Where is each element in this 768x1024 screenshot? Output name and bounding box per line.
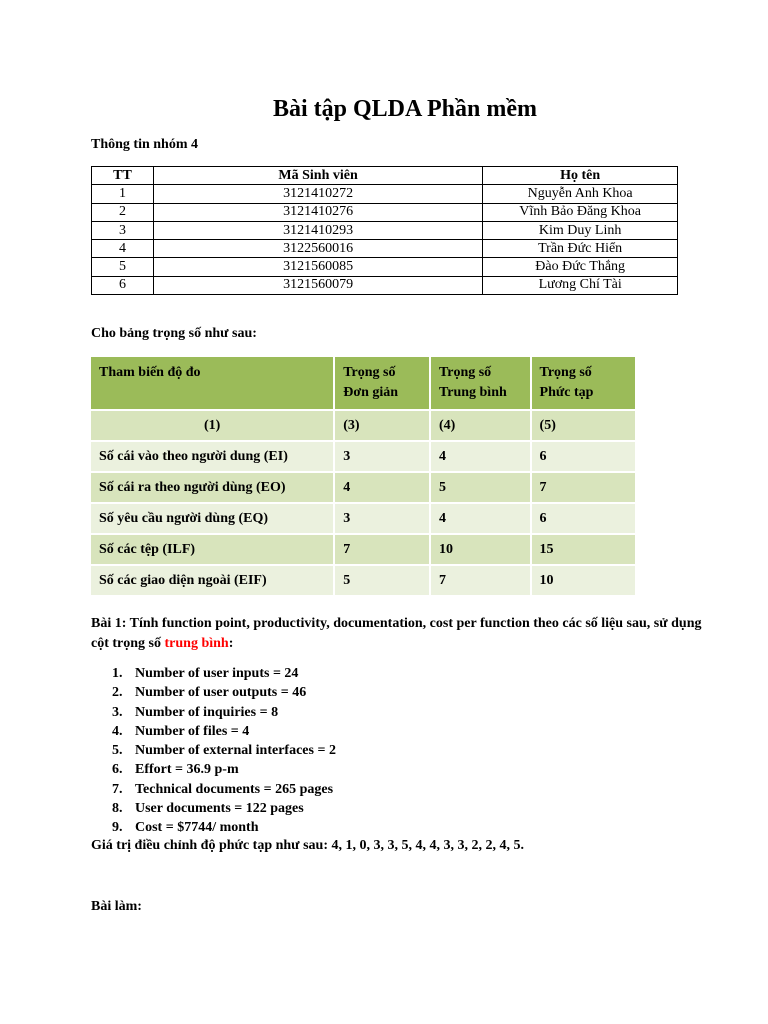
cell-average: 7 <box>431 566 530 595</box>
problem-text: Bài 1: Tính function point, productivity, documentation, cost per function theo các số liệu sau, sử dụng cột trọng số <box>91 616 702 651</box>
cell-simple: 3 <box>335 442 429 471</box>
cell-tt: 2 <box>92 203 154 221</box>
cell-full-name: Trần Đức Hiển <box>483 240 678 258</box>
list-item <box>91 722 336 741</box>
cell-student-id: 3121410272 <box>153 185 482 203</box>
list-item <box>91 664 336 683</box>
cell-complex: (5) <box>532 411 635 440</box>
list-text: Number of files = 4 <box>135 723 250 739</box>
list-number: 3. <box>112 704 123 720</box>
cell-full-name: Đào Đức Thắng <box>483 258 678 276</box>
table-row <box>92 185 678 203</box>
cell-simple: 5 <box>335 566 429 595</box>
cell-complex: 10 <box>532 566 635 595</box>
cell-average: 4 <box>431 442 530 471</box>
table-row <box>92 203 678 221</box>
header-complex <box>532 357 635 409</box>
cell-complex: 15 <box>532 535 635 564</box>
cell-tt: 1 <box>92 185 154 203</box>
weights-header-row <box>91 357 635 409</box>
cell-full-name: Vĩnh Bảo Đăng Khoa <box>483 203 678 221</box>
list-item <box>91 799 336 818</box>
list-number: 5. <box>112 743 123 759</box>
list-number: 9. <box>112 820 123 836</box>
cell-average: (4) <box>431 411 530 440</box>
list-number: 2. <box>112 685 123 701</box>
cell-tt: 4 <box>92 240 154 258</box>
table-row <box>91 442 635 471</box>
cell-student-id: 3121410276 <box>153 203 482 221</box>
cell-average: 10 <box>431 535 530 564</box>
cell-student-id: 3121560085 <box>153 258 482 276</box>
table-row <box>91 504 635 533</box>
table-row <box>91 411 635 440</box>
problem-text-end: : <box>228 635 234 651</box>
list-item <box>91 760 336 779</box>
table-row <box>91 535 635 564</box>
table-row <box>91 473 635 502</box>
list-text: Number of user outputs = 46 <box>135 685 307 701</box>
cell-simple: 4 <box>335 473 429 502</box>
cell-full-name: Nguyễn Anh Khoa <box>483 185 678 203</box>
cell-metric: Số cái ra theo người dùng (EO) <box>91 473 333 502</box>
table-row <box>92 258 678 276</box>
list-text: Effort = 36.9 p-m <box>135 762 239 778</box>
cell-complex: 7 <box>532 473 635 502</box>
weights-table <box>89 355 637 597</box>
header-student-id: Mã Sinh viên <box>153 167 482 185</box>
problem-highlight: trung bình <box>164 635 229 651</box>
header-complex-line1: Trọng số <box>539 365 592 380</box>
header-simple <box>335 357 429 409</box>
list-text: Number of user inputs = 24 <box>135 666 299 681</box>
table-row <box>92 276 678 294</box>
cell-complex: 6 <box>532 504 635 533</box>
list-item <box>91 683 336 702</box>
header-average-line1: Trọng số <box>438 365 492 380</box>
cell-full-name: Lương Chí Tài <box>483 276 678 294</box>
cell-metric: (1) <box>91 411 333 440</box>
cell-complex: 6 <box>532 442 635 471</box>
adjustment-values: Giá trị điều chỉnh độ phức tạp như sau: 4, 1, 0, 3, 3, 5, 4, 4, 3, 3, 2, 2, 4, 5. <box>91 838 524 853</box>
cell-student-id: 3121560079 <box>153 276 482 294</box>
list-item <box>91 780 336 799</box>
header-simple-line1: Trọng số <box>343 365 396 380</box>
given-data-list <box>91 664 336 838</box>
list-number: 6. <box>112 762 123 778</box>
header-average <box>431 357 530 409</box>
cell-simple: 7 <box>335 535 429 564</box>
header-average-line2: Trung bình <box>438 385 507 400</box>
cell-simple: 3 <box>335 504 429 533</box>
table-row <box>91 566 635 595</box>
problem-statement <box>91 614 721 653</box>
header-tt: TT <box>92 167 154 185</box>
cell-tt: 5 <box>92 258 154 276</box>
cell-metric: Số yêu cầu người dùng (EQ) <box>91 504 333 533</box>
list-number: 1. <box>112 666 123 681</box>
table-row <box>92 240 678 258</box>
list-text: Technical documents = 265 pages <box>135 781 334 797</box>
cell-student-id: 3122560016 <box>153 240 482 258</box>
list-item <box>91 818 336 837</box>
members-header-row <box>92 167 678 185</box>
cell-average: 4 <box>431 504 530 533</box>
list-number: 8. <box>112 801 123 817</box>
cell-tt: 3 <box>92 221 154 239</box>
header-complex-line2: Phức tạp <box>539 385 594 400</box>
members-table <box>91 166 678 295</box>
cell-average: 5 <box>431 473 530 502</box>
cell-metric: Số các giao diện ngoài (EIF) <box>91 566 333 595</box>
header-metric-label: Tham biến độ đo <box>99 365 201 380</box>
list-text: Number of external interfaces = 2 <box>135 743 336 759</box>
list-text: Cost = $7744/ month <box>135 820 259 836</box>
group-info-heading: Thông tin nhóm 4 <box>91 137 198 152</box>
document-title: Bài tập QLDA Phần mềm <box>272 96 538 122</box>
header-simple-line2: Đơn giản <box>343 385 399 400</box>
list-text: User documents = 122 pages <box>135 801 304 817</box>
list-item <box>91 741 336 760</box>
header-full-name: Họ tên <box>483 167 678 185</box>
cell-metric: Số các tệp (ILF) <box>91 535 333 564</box>
header-metric <box>91 357 333 409</box>
cell-student-id: 3121410293 <box>153 221 482 239</box>
weights-intro: Cho bảng trọng số như sau: <box>91 326 257 341</box>
table-row <box>92 221 678 239</box>
cell-metric: Số cái vào theo người dung (EI) <box>91 442 333 471</box>
list-number: 4. <box>112 723 123 739</box>
cell-tt: 6 <box>92 276 154 294</box>
list-number: 7. <box>112 781 123 797</box>
list-item <box>91 703 336 722</box>
cell-full-name: Kim Duy Linh <box>483 221 678 239</box>
answer-label: Bài làm: <box>91 899 142 914</box>
cell-simple: (3) <box>335 411 429 440</box>
list-text: Number of inquiries = 8 <box>135 704 279 720</box>
